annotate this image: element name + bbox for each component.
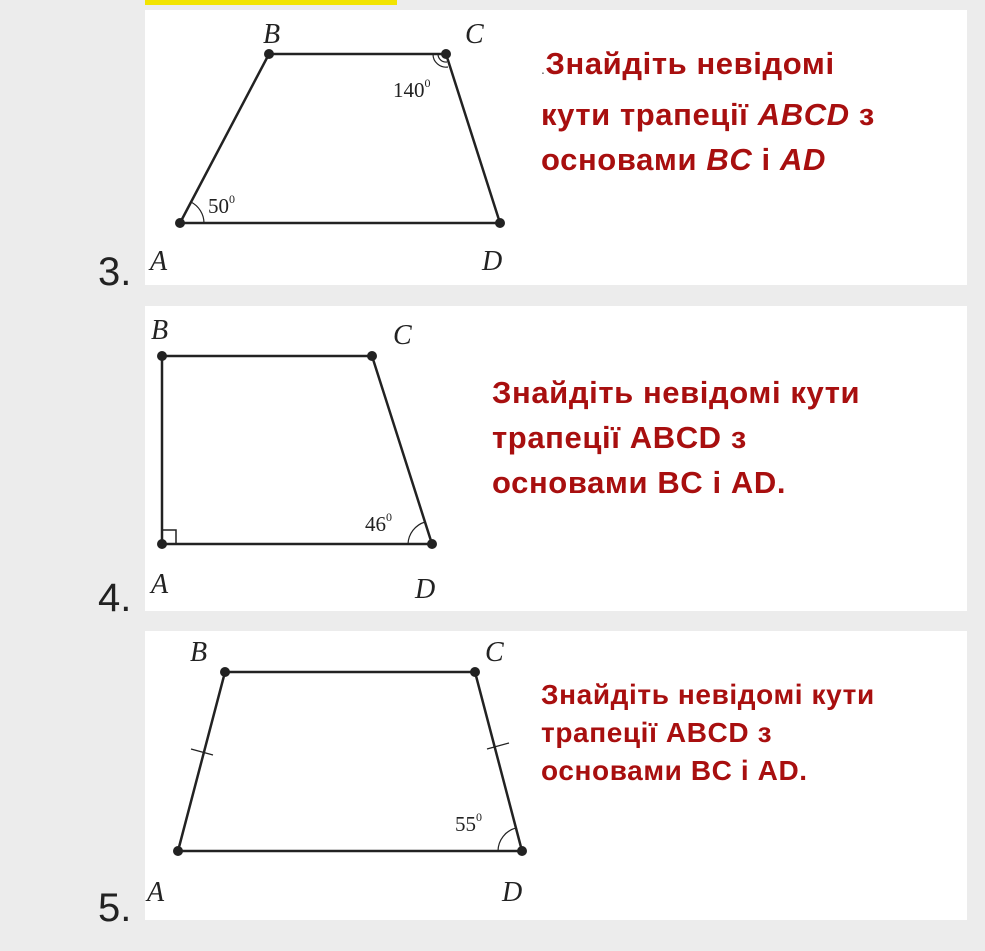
tick-mark-ab-5 xyxy=(191,749,213,755)
tick-mark-cd-5 xyxy=(487,743,509,749)
vertex-label-d-5: D xyxy=(502,877,523,908)
angle-arc-a-3 xyxy=(191,202,204,223)
vertex-label-b-5: B xyxy=(190,637,208,668)
problem-card-3 xyxy=(145,10,967,285)
task-line-3: основами BC і AD. xyxy=(541,755,808,786)
vertex-dot-a-3 xyxy=(175,218,185,228)
task-text-4 xyxy=(492,370,860,505)
vertex-label-b-3: B xyxy=(263,19,281,50)
vertex-dot-b-4 xyxy=(157,351,167,361)
vertex-label-a-4: A xyxy=(151,569,169,600)
problem-number-3: 3. xyxy=(98,250,132,294)
vertex-dot-c-4 xyxy=(367,351,377,361)
vertex-dot-d-5 xyxy=(517,846,527,856)
problem-number-5: 5. xyxy=(98,886,132,930)
problem-card-5 xyxy=(145,631,967,920)
task-line-3: основами BC і AD. xyxy=(492,465,787,500)
vertex-label-b-4: B xyxy=(151,315,169,346)
task-text-3 xyxy=(541,41,875,182)
task-line-2: трапеції ABCD з xyxy=(492,420,747,455)
highlight-strip xyxy=(145,0,397,5)
vertex-label-d-4: D xyxy=(415,574,436,605)
vertex-dot-c-3 xyxy=(441,49,451,59)
vertex-dot-b-3 xyxy=(264,49,274,59)
problem-card-4 xyxy=(145,306,967,611)
task-text-5 xyxy=(541,676,875,790)
task-line-3: основами BC і AD xyxy=(541,142,826,177)
angle-arc-d-5 xyxy=(498,828,516,851)
angle-label-46: $46^0$ xyxy=(365,510,392,536)
task-line-1: .Знайдіть невідомі xyxy=(541,46,835,81)
vertex-label-c-3: C xyxy=(465,19,484,50)
vertex-label-a-5: A xyxy=(147,877,165,908)
vertex-label-c-4: C xyxy=(393,320,412,351)
angle-label-140: $140^0$ xyxy=(393,76,431,102)
vertex-dot-d-3 xyxy=(495,218,505,228)
vertex-dot-b-5 xyxy=(220,667,230,677)
task-line-2: кути трапеції ABCD з xyxy=(541,97,875,132)
angle-label-55: $55^0$ xyxy=(455,810,482,836)
vertex-label-a-3: A xyxy=(150,246,168,277)
vertex-dot-c-5 xyxy=(470,667,480,677)
vertex-label-d-3: D xyxy=(482,246,503,277)
vertex-dot-d-4 xyxy=(427,539,437,549)
task-line-2: трапеції ABCD з xyxy=(541,717,773,748)
task-line-1: Знайдіть невідомі кути xyxy=(541,679,875,710)
task-line-1: Знайдіть невідомі кути xyxy=(492,375,861,410)
angle-label-50: $50^0$ xyxy=(208,192,235,218)
problem-number-4: 4. xyxy=(98,576,132,620)
vertex-dot-a-5 xyxy=(173,846,183,856)
vertex-label-c-5: C xyxy=(485,637,504,668)
angle-arc-d-4 xyxy=(408,522,425,544)
vertex-dot-a-4 xyxy=(157,539,167,549)
